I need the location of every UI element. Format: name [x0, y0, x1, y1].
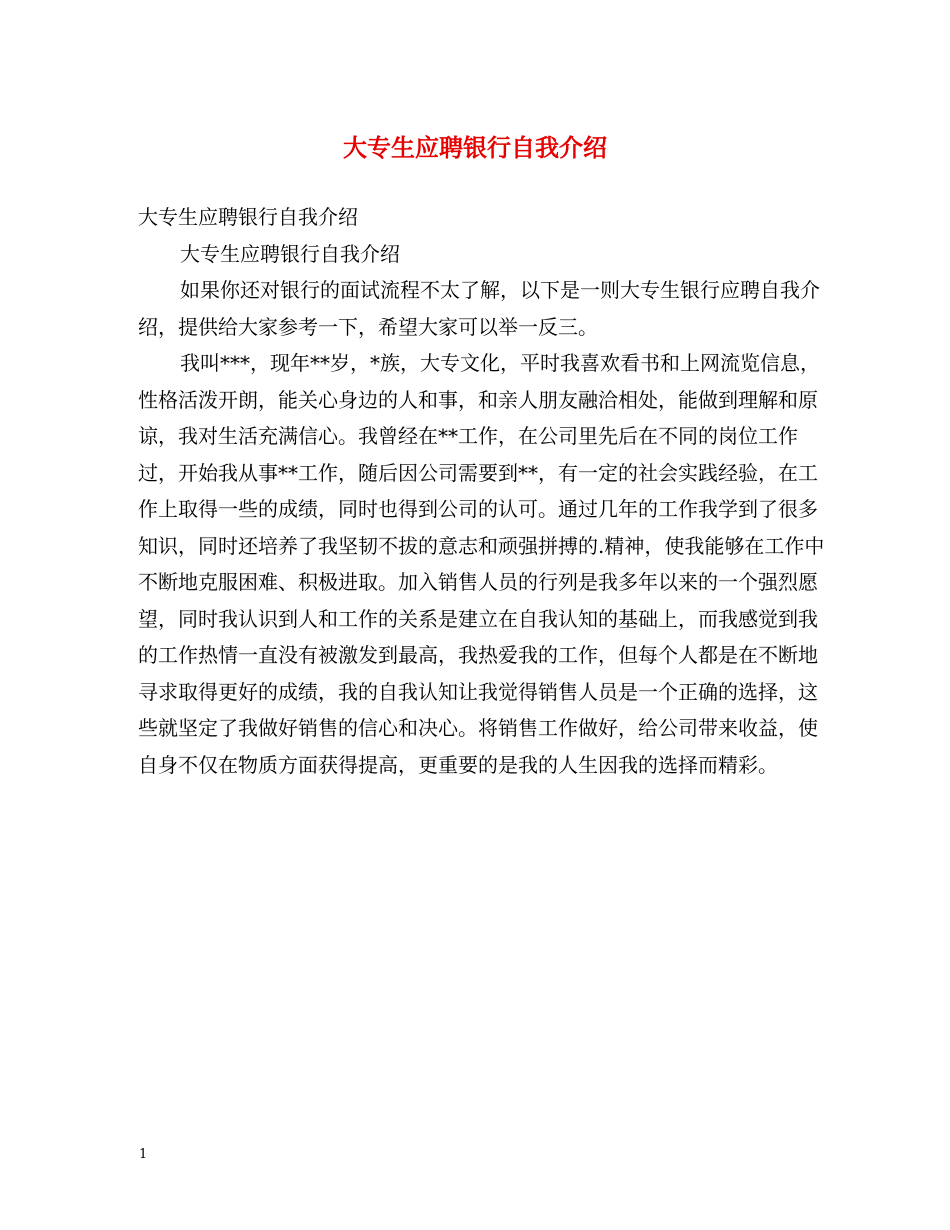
paragraph-main: 我叫***，现年**岁，*族，大专文化，平时我喜欢看书和上网流览信息，性格活泼开朗，能关心身边的人和事，和亲人朋友融洽相处，能做到理解和原谅，我对生活充满信心。我曾经在**工作，在公司里先后在不同的岗位工作过，开始我从事**工作，随后因公司需要到**，有一定的社会实践经验，在工作上取得一些的成绩，同时也得到公司的认可。通过几年的工作我学到了很多知识，同时还培养了我坚韧不拔的意志和顽强拼搏的.精神，使我能够在工作中不断地克服困难、积极进取。加入销售人员的行列是我多年以来的一个强烈愿望，同时我认识到人和工作的关系是建立在自我认知的基础上，而我感觉到我的工作热情一直没有被激发到最高，我热爱我的工作，但每个人都是在不断地寻求取得更好的成绩，我的自我认知让我觉得销售人员是一个正确的选择，这些就坚定了我做好销售的信心和决心。将销售工作做好，给公司带来收益，使自身不仅在物质方面获得提高，更重要的是我的人生因我的选择而精彩。 [138, 351, 825, 777]
paragraph-intro: 如果你还对银行的面试流程不太了解，以下是一则大专生银行应聘自我介绍，提供给大家参考一下，希望大家可以举一反三。 [138, 278, 820, 339]
document-title: 大专生应聘银行自我介绍 [343, 133, 607, 162]
document-body [138, 199, 828, 783]
page-number: 1 [139, 1147, 148, 1162]
heading-line: 大专生应聘银行自我介绍 [138, 205, 358, 229]
subheading-line: 大专生应聘银行自我介绍 [180, 241, 400, 266]
